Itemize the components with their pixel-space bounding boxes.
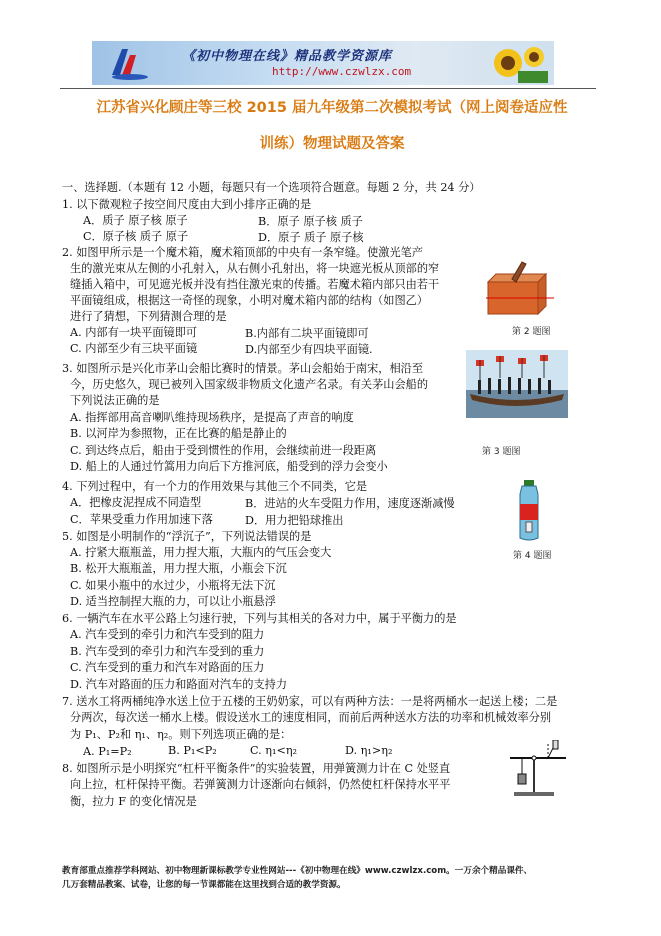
q7-line3: 为 P₁、P₂和 η₁、η₂。则下列选项正确的是：: [70, 728, 292, 741]
q4-option-d: D．用力把铅球推出: [245, 514, 344, 527]
q1-option-d: D．原子 质子 原子核: [258, 231, 364, 244]
q2-line3: 缝插入箱中，可见遮光板并没有挡住激光束的传播。若魔术箱内部只由若干: [70, 278, 440, 291]
banner-title: 《初中物理在线》精品教学资源库: [182, 49, 393, 64]
q4-option-a: A．把橡皮泥捏成不同造型: [70, 496, 202, 509]
sunflower-icon: [488, 43, 548, 83]
footer-line2: 几万套精品教案、试卷，让您的每一节课都能在这里找到合适的教学资源。: [62, 880, 346, 890]
q3-line1: 3. 如图所示是兴化市茅山会船比赛时的情景。茅山会船始于南宋，相沿至: [62, 362, 424, 375]
q2-option-d: D.内部至少有四块平面镜.: [245, 343, 373, 356]
q5-stem: 5. 如图是小明制作的“浮沉子”，下列说法错误的是: [62, 530, 312, 543]
q2-line1: 2. 如图甲所示是一个魔术箱，魔术箱顶部的中央有一条窄缝。使激光笔产: [62, 246, 424, 259]
magic-box-figure: [486, 260, 556, 318]
header-banner: [92, 41, 554, 85]
q8-line1: 8. 如图所示是小明探究“杠杆平衡条件”的实验装置，用弹簧测力计在 C 处竖直: [62, 762, 451, 775]
banner-url[interactable]: http://www.czwlzx.com: [272, 65, 412, 78]
footer-line1: 教育部重点推荐学科网站、初中物理新课标教学专业性网站---《初中物理在线》www.czwlzx.com。一万余个精品课件、: [62, 866, 533, 876]
q2-figure-caption: 第 2 题图: [512, 327, 551, 337]
q7-option-a: A. P₁=P₂: [83, 745, 132, 758]
q5-option-b: B. 松开大瓶瓶盖，用力捏大瓶，小瓶会下沉: [70, 562, 287, 575]
page-title-line1: 江苏省兴化顾庄等三校 2015 届九年级第二次模拟考试（网上阅卷适应性: [96, 100, 568, 116]
site-logo-icon: [108, 45, 148, 81]
page-title-line2: 训练）物理试题及答案: [259, 136, 405, 152]
q6-option-c: C. 汽车受到的重力和汽车对路面的压力: [70, 661, 265, 674]
q3-option-b: B. 以河岸为参照物，正在比赛的船是静止的: [70, 427, 287, 440]
q6-option-d: D. 汽车对路面的压力和路面对汽车的支持力: [70, 678, 288, 691]
q4-option-c: C．苹果受重力作用加速下落: [70, 513, 213, 526]
q7-line1: 7. 送水工将两桶纯净水送上位于五楼的王奶奶家，可以有两种方法：一是将两桶水一起送上楼；二是: [62, 695, 558, 708]
q1-option-c: C．原子核 质子 原子: [83, 230, 189, 243]
q2-option-c: C. 内部至少有三块平面镜: [70, 342, 198, 355]
q4-stem: 4. 下列过程中，有一个力的作用效果与其他三个不同类，它是: [62, 480, 368, 493]
q2-line5: 进行了猜想，下列猜测合理的是: [70, 310, 227, 323]
q3-option-d: D. 船上的人通过竹篙用力向后下方推河底，船受到的浮力会变小: [70, 460, 388, 473]
q2-option-b: B.内部有二块平面镜即可: [245, 327, 369, 340]
q7-option-b: B. P₁<P₂: [168, 744, 217, 757]
section-heading: 一、选择题.（本题有 12 小题，每题只有一个选项符合题意。每题 2 分，共 24 分）: [62, 181, 481, 194]
lever-experiment-figure: [508, 740, 578, 798]
q5-option-a: A. 拧紧大瓶瓶盖，用力捏大瓶，大瓶内的气压会变大: [70, 546, 332, 559]
q2-option-a: A. 内部有一块平面镜即可: [70, 326, 198, 339]
q6-stem: 6. 一辆汽车在水平公路上匀速行驶，下列与其相关的各对力中，属于平衡力的是: [62, 612, 457, 625]
header-divider: [60, 88, 596, 89]
q8-line2: 向上拉，杠杆保持平衡。若弹簧测力计逐渐向右倾斜，仍然使杠杆保持水平平: [70, 778, 451, 791]
q3-line3: 下列说法正确的是: [70, 394, 160, 407]
boat-race-photo: [466, 350, 568, 418]
q6-option-a: A. 汽车受到的牵引力和汽车受到的阻力: [70, 628, 265, 641]
q3-option-c: C. 到达终点后，船由于受到惯性的作用，会继续前进一段距离: [70, 444, 377, 457]
q3-figure-caption: 第 3 题图: [482, 447, 521, 457]
q7-option-c: C. η₁<η₂: [250, 744, 298, 757]
q7-option-d: D. η₁>η₂: [345, 744, 393, 757]
q3-option-a: A. 指挥部用高音喇叭维持现场秩序，是提高了声音的响度: [70, 411, 354, 424]
q4-figure-caption: 第 4 题图: [513, 551, 552, 561]
q8-line3: 衡，拉力 F 的变化情况是: [70, 795, 197, 808]
q2-line4: 平面镜组成，根据这一奇怪的现象，小明对魔术箱内部的结构（如图乙）: [70, 294, 429, 307]
cartesian-diver-figure: [512, 480, 546, 542]
q3-line2: 今，历史悠久，现已被列入国家级非物质文化遗产名录。有关茅山会船的: [70, 378, 429, 391]
q7-line2: 分两次，每次送一桶水上楼。假设送水工的速度相同，而前后两种送水方法的功率和机械效率分别: [70, 711, 552, 724]
q4-option-b: B．进站的火车受阻力作用，速度逐渐减慢: [245, 497, 455, 510]
q1-option-a: A．质子 原子核 原子: [83, 214, 188, 227]
q5-option-d: D. 适当控制捏大瓶的力，可以让小瓶悬浮: [70, 595, 276, 608]
q2-line2: 生的激光束从左侧的小孔射入，从右侧小孔射出，将一块遮光板从顶部的窄: [70, 262, 440, 275]
q1-option-b: B．原子 原子核 质子: [258, 215, 363, 228]
q6-option-b: B. 汽车受到的牵引力和汽车受到的重力: [70, 645, 265, 658]
q1-stem: 1. 以下微观粒子按空间尺度由大到小排序正确的是: [62, 198, 312, 211]
q5-option-c: C. 如果小瓶中的水过少，小瓶将无法下沉: [70, 579, 276, 592]
